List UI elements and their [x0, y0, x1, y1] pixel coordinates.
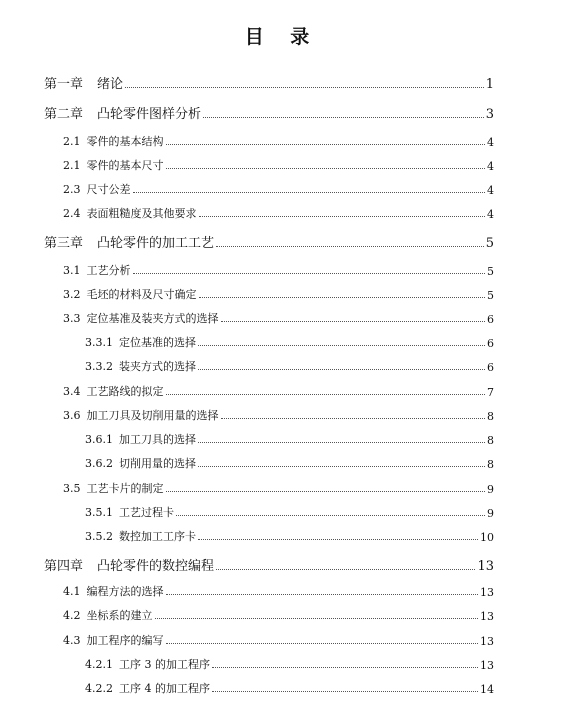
toc-entry-text: 定位基准的选择	[119, 336, 196, 349]
toc-entry-page: 5	[485, 236, 494, 251]
toc-entry-text: 零件的基本结构	[86, 135, 164, 148]
toc-entry-number: 第一章	[44, 77, 84, 92]
toc-entry-label	[85, 504, 174, 520]
toc-entry-number: 3.3	[63, 312, 81, 325]
toc-entry-text: 表面粗糙度及其他要求	[86, 207, 197, 220]
toc-entry-number: 4.2	[63, 609, 81, 622]
dot-leader	[198, 369, 485, 370]
toc-entry-label	[85, 680, 210, 696]
toc-entry-label	[85, 528, 196, 544]
toc-entry-text: 凸轮零件的加工工艺	[97, 236, 215, 251]
toc-entry-text: 装夹方式的选择	[119, 360, 196, 373]
dot-leader	[155, 618, 479, 619]
toc-entry-text: 工艺卡片的制定	[86, 482, 164, 495]
toc-entry-number: 3.1	[63, 264, 81, 277]
toc-entry-label	[63, 157, 164, 173]
toc-entry-page: 6	[487, 313, 494, 326]
toc-entry-label	[63, 133, 164, 149]
toc-entry[interactable]	[63, 632, 494, 648]
dot-leader	[198, 539, 478, 540]
toc-entry-label	[63, 181, 131, 197]
toc-entry-page: 4	[487, 136, 494, 149]
dot-leader	[199, 297, 486, 298]
toc-entry-number: 4.3	[63, 634, 81, 647]
toc-entry[interactable]	[85, 504, 494, 520]
toc-entry-text: 编程方法的选择	[86, 585, 164, 598]
dot-leader	[212, 691, 478, 692]
toc-entry[interactable]	[44, 555, 494, 574]
dot-leader	[198, 466, 485, 467]
toc-entry-number: 3.6.1	[85, 433, 113, 446]
toc-entry[interactable]	[44, 73, 494, 92]
toc-entry[interactable]	[44, 232, 494, 251]
toc-entry-page: 5	[487, 265, 494, 278]
dot-leader	[216, 569, 475, 570]
toc-entry-label	[63, 407, 219, 423]
dot-leader	[166, 168, 486, 169]
dot-leader	[203, 117, 484, 118]
toc-entry-text: 切削用量的选择	[119, 457, 196, 470]
toc-title: 目 录	[244, 26, 320, 48]
toc-entry-number: 3.4	[63, 385, 81, 398]
toc-entry-text: 坐标系的建立	[86, 609, 153, 622]
toc-entry-number: 2.1	[63, 135, 81, 148]
dot-leader	[176, 515, 485, 516]
toc-entry-text: 工艺过程卡	[119, 506, 174, 519]
toc-entry-label	[85, 455, 196, 471]
toc-entry-number: 3.3.1	[85, 336, 113, 349]
toc-entry-text: 工序 3 的加工程序	[119, 658, 210, 671]
dot-leader	[166, 594, 479, 595]
toc-entry-label	[63, 583, 164, 599]
toc-entry-number: 3.5	[63, 482, 81, 495]
toc-entry-text: 凸轮零件图样分析	[97, 107, 202, 122]
toc-entry-label	[85, 431, 196, 447]
toc-entry-label	[63, 632, 164, 648]
toc-entry-number: 4.2.1	[85, 658, 113, 671]
toc-entry[interactable]	[63, 286, 494, 302]
toc-entry[interactable]	[85, 358, 494, 374]
toc-entry-page: 3	[485, 107, 494, 122]
toc-entry-label	[44, 103, 201, 122]
dot-leader	[166, 491, 486, 492]
toc-entry-page: 10	[480, 531, 494, 544]
dot-leader	[166, 643, 479, 644]
toc-entry-page: 6	[487, 337, 494, 350]
toc-entry-text: 尺寸公差	[86, 183, 131, 196]
toc-entry-text: 加工刀具及切削用量的选择	[86, 409, 219, 422]
toc-entry[interactable]	[85, 431, 494, 447]
toc-entry-page: 8	[487, 458, 494, 471]
toc-entry[interactable]	[63, 310, 494, 326]
toc-entry-page: 13	[477, 559, 494, 574]
toc-entry-label	[63, 205, 197, 221]
toc-entry-label	[44, 555, 214, 574]
dot-leader	[221, 418, 486, 419]
toc-entry-label	[63, 607, 153, 623]
toc-entry-page: 14	[480, 683, 494, 696]
toc-entry[interactable]	[85, 334, 494, 350]
toc-entry-label	[63, 262, 131, 278]
toc-entry-number: 第三章	[44, 236, 84, 251]
toc-entry-number: 2.3	[63, 183, 81, 196]
toc-entry-label	[85, 656, 210, 672]
dot-leader	[125, 87, 484, 88]
dot-leader	[133, 192, 486, 193]
toc-entry-page: 13	[480, 659, 494, 672]
toc-entry-number: 3.6.2	[85, 457, 113, 470]
toc-entry-page: 4	[487, 208, 494, 221]
toc-entry[interactable]	[63, 480, 494, 496]
toc-entry-label	[44, 73, 123, 92]
toc-entry-page: 7	[487, 386, 494, 399]
toc-entry-page: 13	[480, 586, 494, 599]
toc-entry[interactable]	[85, 455, 494, 471]
toc-entry-page: 4	[487, 160, 494, 173]
toc-entry-text: 数控加工工序卡	[119, 530, 196, 543]
toc-entry-label	[85, 358, 196, 374]
toc-entry-label	[63, 383, 164, 399]
toc-entry-number: 第四章	[44, 559, 84, 574]
toc-entry[interactable]	[63, 262, 494, 278]
toc-entry-page: 4	[487, 184, 494, 197]
toc-entry[interactable]	[63, 157, 494, 173]
toc-entry-text: 工艺分析	[86, 264, 131, 277]
toc-entry-text: 定位基准及装夹方式的选择	[86, 312, 219, 325]
toc-entry-label	[63, 310, 219, 326]
toc-entry-number: 2.4	[63, 207, 81, 220]
toc-entry-label	[63, 286, 197, 302]
toc-entry-text: 零件的基本尺寸	[86, 159, 164, 172]
toc-entry-text: 毛坯的材料及尺寸确定	[86, 288, 197, 301]
toc-entry-page: 5	[487, 289, 494, 302]
toc-entry-number: 2.1	[63, 159, 81, 172]
toc-entry[interactable]	[85, 656, 494, 672]
toc-entry-text: 工艺路线的拟定	[86, 385, 164, 398]
toc-entry[interactable]	[63, 133, 494, 149]
toc-entry-page: 6	[487, 361, 494, 374]
toc-entry-number: 3.5.2	[85, 530, 113, 543]
toc-entry-text: 凸轮零件的数控编程	[97, 559, 215, 574]
dot-leader	[198, 345, 485, 346]
dot-leader	[198, 442, 485, 443]
dot-leader	[199, 216, 486, 217]
toc-entry[interactable]	[85, 528, 494, 544]
toc-entry[interactable]	[44, 103, 494, 122]
toc-entry-page: 13	[480, 635, 494, 648]
toc-entry-page: 8	[487, 434, 494, 447]
toc-entry[interactable]	[63, 583, 494, 599]
toc-entry[interactable]	[63, 205, 494, 221]
toc-entry[interactable]	[63, 607, 494, 623]
toc-entry-number: 3.2	[63, 288, 81, 301]
dot-leader	[221, 321, 486, 322]
toc-entry-number: 3.6	[63, 409, 81, 422]
toc-entry-number: 3.3.2	[85, 360, 113, 373]
toc-entry[interactable]	[63, 383, 494, 399]
dot-leader	[133, 273, 486, 274]
toc-entry-page: 8	[487, 410, 494, 423]
toc-entry-page: 13	[480, 610, 494, 623]
toc-entry-text: 工序 4 的加工程序	[119, 682, 210, 695]
toc-entry-label	[85, 334, 196, 350]
dot-leader	[166, 394, 486, 395]
toc-entry-number: 4.1	[63, 585, 81, 598]
dot-leader	[212, 667, 478, 668]
toc-entry[interactable]	[63, 181, 494, 197]
toc-entry-page: 1	[485, 77, 494, 92]
toc-entry-label	[44, 232, 214, 251]
toc-entry-text: 绪论	[97, 77, 124, 92]
toc-entry[interactable]	[63, 407, 494, 423]
toc-entry-text: 加工程序的编写	[86, 634, 164, 647]
toc-entry-page: 9	[487, 483, 494, 496]
toc-entry-text: 加工刀具的选择	[119, 433, 196, 446]
toc-entry-number: 第二章	[44, 107, 84, 122]
toc-entry-page: 9	[487, 507, 494, 520]
toc-entry-number: 3.5.1	[85, 506, 113, 519]
dot-leader	[216, 246, 484, 247]
toc-entry-label	[63, 480, 164, 496]
dot-leader	[166, 144, 486, 145]
toc-entry-number: 4.2.2	[85, 682, 113, 695]
toc-entry[interactable]	[85, 680, 494, 696]
